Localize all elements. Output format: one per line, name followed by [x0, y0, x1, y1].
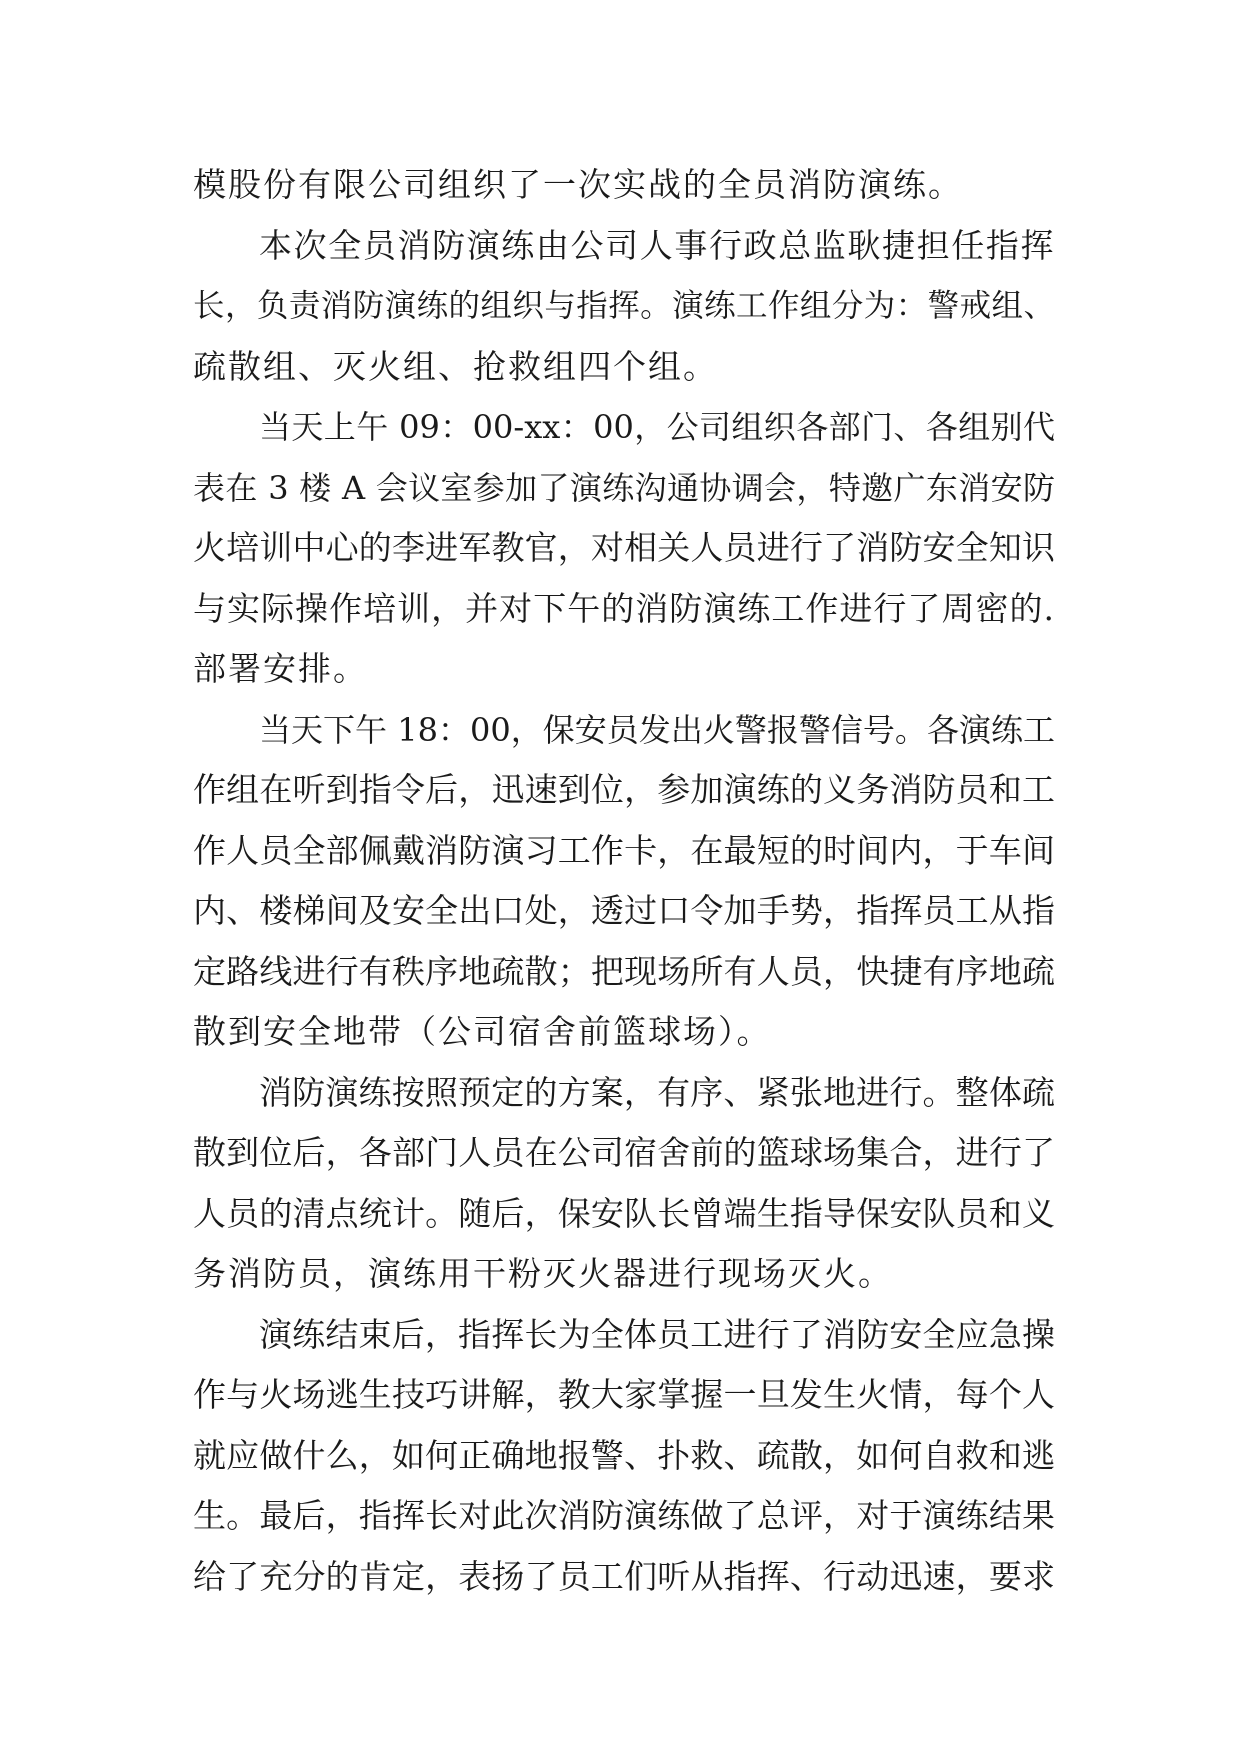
text-line: 就应做什么，如何正确地报警、扑救、疏散，如何自救和逃 [193, 1435, 1055, 1475]
text-line: 务消防员，演练用干粉灭火器进行现场灭火。 [193, 1254, 893, 1293]
text-line: 演练结束后，指挥长为全体员工进行了消防安全应急操 [259, 1314, 1055, 1354]
text-line: 内、楼梯间及安全出口处，透过口令加手势，指挥员工从指 [193, 891, 1055, 930]
text-line: 人员的清点统计。随后，保安队长曾端生指导保安队员和义 [193, 1193, 1055, 1233]
text-line: 本次全员消防演练由公司人事行政总监耿捷担任指挥 [259, 225, 1055, 265]
text-line: 作组在听到指令后，迅速到位，参加演练的义务消防员和工 [193, 770, 1055, 809]
text-line: 长，负责消防演练的组织与指挥。演练工作组分为：警戒组、 [193, 288, 1055, 324]
text-line: 当天下午 18：00，保安员发出火警报警信号。各演练工 [259, 710, 1055, 749]
text-line: 部署安排。 [193, 649, 368, 688]
text-line: 给了充分的肯定，表扬了员工们听从指挥、行动迅速，要求 [193, 1556, 1055, 1596]
text-line: 定路线进行有秩序地疏散；把现场所有人员，快捷有序地疏 [193, 951, 1055, 991]
document-body [193, 155, 1055, 1607]
text-line: 当天上午 09：00-xx：00，公司组织各部门、各组别代 [259, 408, 1055, 446]
text-line: 消防演练按照预定的方案，有序、紧张地进行。整体疏 [259, 1072, 1055, 1112]
text-line: 模股份有限公司组织了一次实战的全员消防演练。 [193, 165, 963, 204]
text-line: 散到位后，各部门人员在公司宿舍前的篮球场集合，进行了 [193, 1133, 1055, 1172]
text-line: 火培训中心的李进军教官，对相关人员进行了消防安全知识 [193, 528, 1055, 567]
text-line: 作与火场逃生技巧讲解，教大家掌握一旦发生火情，每个人 [193, 1375, 1055, 1414]
text-line: 散到安全地带（公司宿舍前篮球场）。 [193, 1012, 772, 1051]
text-line: 作人员全部佩戴消防演习工作卡，在最短的时间内，于车间 [193, 830, 1055, 870]
text-line: 生。最后，指挥长对此次消防演练做了总评，对于演练结果 [193, 1496, 1055, 1535]
text-line: 表在 3 楼 A 会议室参加了演练沟通协调会，特邀广东消安防 [193, 468, 1055, 507]
text-line: 与实际操作培训，并对下午的消防演练工作进行了周密的. [193, 588, 1055, 628]
text-line: 疏散组、灭火组、抢救组四个组。 [193, 346, 718, 386]
